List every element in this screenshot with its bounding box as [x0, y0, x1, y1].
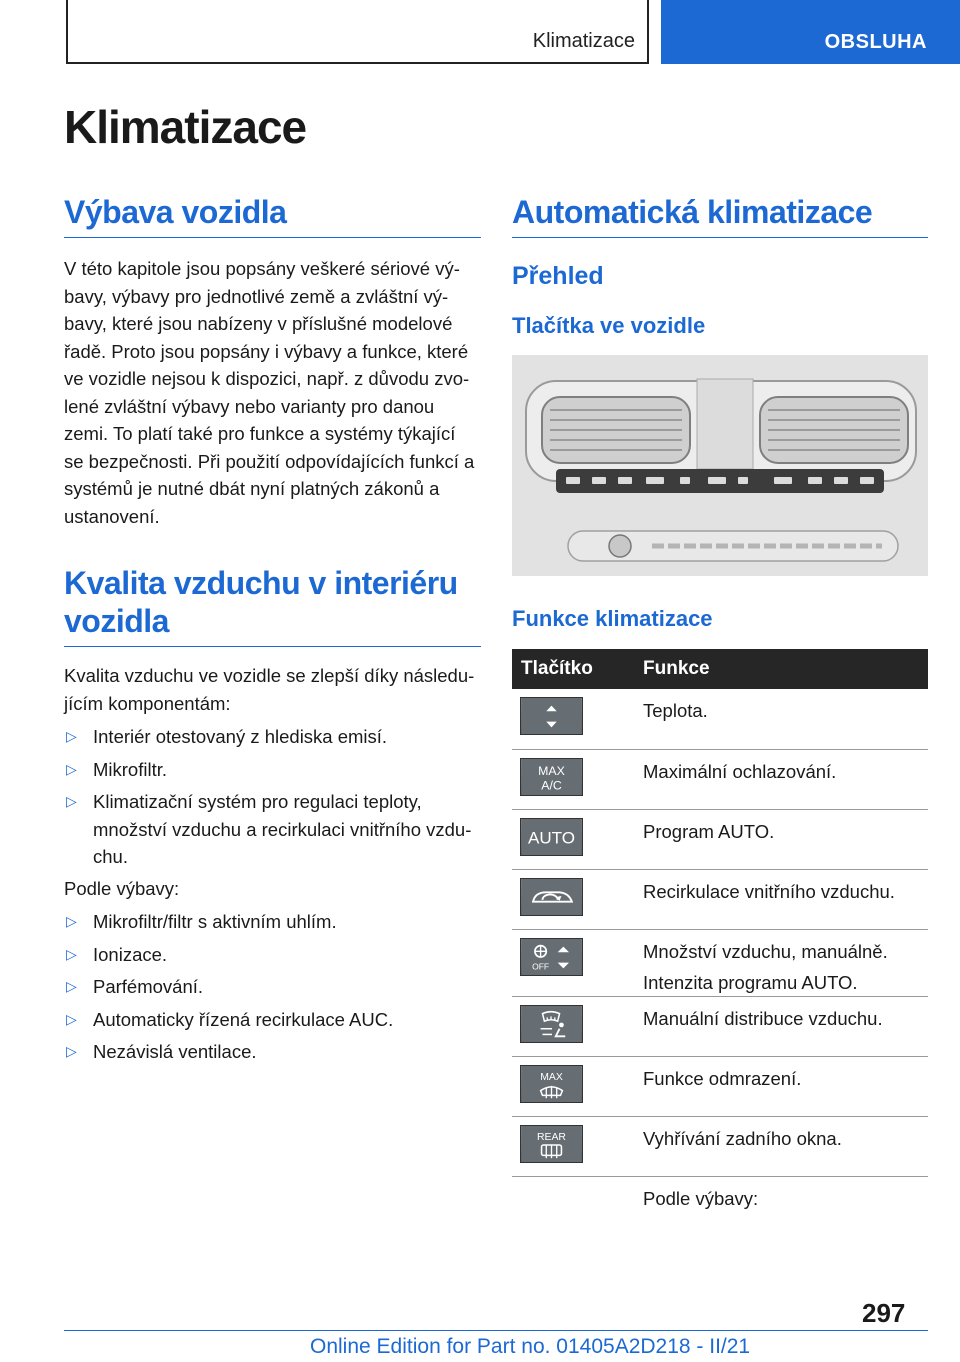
bullet-triangle-icon: ▷ [66, 793, 77, 809]
table-row [512, 809, 928, 869]
heading-tlacitka: Tlačítka ve vozidle [512, 313, 706, 338]
header-section-title: Klimatizace [532, 30, 635, 52]
footer-edition-text: Online Edition for Part no. 01405A2D218 - II/21 [310, 1335, 751, 1358]
text-line: systémů je nutné dbát nyní platných zákonů a [64, 478, 440, 499]
table-header-button: Tlačítko [512, 649, 632, 689]
air-quality-paragraph [64, 662, 481, 717]
temperature-arrows-icon [520, 697, 583, 735]
max-ac-icon [520, 758, 583, 796]
left-column [64, 193, 481, 1071]
list-item: ▷ Nezávislá ventilace. [64, 1038, 481, 1066]
text-line: V této kapitole jsou popsány veškeré sériové vý- [64, 258, 460, 279]
heading-automaticka-klimatizace: Automatická klimatizace [512, 193, 928, 238]
list-item: ▷ Parfémování. [64, 973, 481, 1001]
table-cell-text: Teplota. [643, 700, 708, 721]
heading-prehled: Přehled [512, 262, 604, 290]
table-cell-text: Maximální ochlazování. [643, 760, 837, 782]
heading-line: vozidla [64, 603, 169, 639]
bullet-triangle-icon: ▷ [66, 1010, 77, 1027]
auto-icon [520, 818, 583, 856]
list-item: ▷ Automaticky řízená recirkulace AUC. [64, 1006, 481, 1034]
bullet-triangle-icon: ▷ [66, 945, 77, 962]
air-distribution-icon [520, 1005, 583, 1043]
text-line: řadě. Proto jsou popsány i výbavy a funkce, které [64, 340, 469, 362]
svg-text:A/C: A/C [541, 777, 562, 792]
heading-funkce-klimatizace: Funkce klimatizace [512, 606, 713, 631]
svg-text:MAX: MAX [538, 763, 565, 778]
text-line: ve vozidle nejsou k dispozici, např. z důvodu zvo- [64, 368, 470, 389]
table-cell-text: Funkce odmrazení. [643, 1067, 802, 1089]
recirculation-icon [520, 878, 583, 916]
svg-text:REAR: REAR [537, 1131, 566, 1143]
table-row [512, 996, 928, 1056]
bullet-triangle-icon: ▷ [66, 1043, 77, 1059]
bullet-triangle-icon: ▷ [66, 913, 77, 929]
heading-vybava-vozidla: Výbava vozidla [64, 193, 481, 238]
list-item: ▷ Mikrofiltr. [64, 756, 481, 784]
svg-text:AUTO: AUTO [527, 828, 576, 848]
climate-panel-illustration [512, 355, 928, 576]
table-cell-text: Intenzita programu AUTO. [643, 971, 858, 993]
table-row [512, 1116, 928, 1176]
table-row [512, 1056, 928, 1116]
table-cell-text: Recirkulace vnitřního vzduchu. [643, 880, 895, 902]
text-line: bavy, které jsou nabízeny v příslušné modelové [64, 313, 453, 334]
functions-table [512, 649, 928, 1236]
components-list [64, 723, 481, 871]
table-cell-text: Podle výbavy: [643, 1187, 759, 1209]
bullet-triangle-icon: ▷ [66, 978, 77, 994]
list-item: ▷ Klimatizační systém pro regulaci teploty, množství vzduchu a recirkulaci vnitřního vzdu- chu. [64, 788, 481, 871]
table-row [512, 929, 928, 996]
text-line: bavy, výbavy pro jednotlivé země a zvláštní vý- [64, 285, 449, 307]
table-cell-text: Manuální distribuce vzduchu. [643, 1007, 883, 1029]
list-item: ▷ Ionizace. [64, 941, 481, 969]
text-line: lené zvláštní výbavy nebo varianty pro danou [64, 395, 435, 417]
table-cell-text: Množství vzduchu, manuálně. [643, 940, 888, 962]
table-header-function: Funkce [632, 649, 928, 689]
table-row [512, 749, 928, 809]
climate-panel-photo [512, 355, 928, 576]
bullet-triangle-icon: ▷ [66, 728, 77, 744]
page-title: Klimatizace [64, 101, 307, 153]
list-item: ▷ Mikrofiltr/filtr s aktivním uhlím. [64, 908, 481, 936]
table-row [512, 1176, 928, 1236]
header-chapter-tab [661, 0, 960, 64]
fan-off-icon [520, 938, 583, 976]
table-cell-text: Program AUTO. [643, 820, 775, 842]
text-line: ustanovení. [64, 505, 160, 527]
header-chapter-label: OBSLUHA [824, 31, 927, 53]
intro-paragraph [64, 255, 481, 530]
list-item: ▷ Interiér otestovaný z hlediska emisí. [64, 723, 481, 751]
table-row [512, 869, 928, 929]
heading-kvalita-vzduchu [64, 564, 481, 647]
header-frame [66, 0, 649, 64]
max-defrost-icon [520, 1065, 583, 1103]
heading-line: Kvalita vzduchu v interiéru [64, 565, 458, 601]
table-cell-text: Vyhřívání zadního okna. [643, 1127, 842, 1149]
svg-text:MAX: MAX [540, 1071, 563, 1083]
table-row [512, 689, 928, 749]
text-line: zemi. To platí také pro funkce a systémy týkající [64, 423, 456, 444]
text-line: Kvalita vzduchu ve vozidle se zlepší díky následu- [64, 665, 475, 686]
text-line: se bezpečnosti. Při použití odpovídajících funkcí a [64, 450, 475, 472]
equipment-list [64, 908, 481, 1066]
svg-text:OFF: OFF [532, 960, 550, 971]
footer-divider [64, 1330, 928, 1331]
by-equipment-label: Podle výbavy: [64, 877, 180, 899]
page-number: 297 [862, 1298, 906, 1328]
rear-defrost-icon [520, 1125, 583, 1163]
right-column [512, 193, 928, 1236]
bullet-triangle-icon: ▷ [66, 760, 77, 777]
text-line: jícím komponentám: [64, 692, 231, 714]
table-header-row [512, 649, 928, 689]
